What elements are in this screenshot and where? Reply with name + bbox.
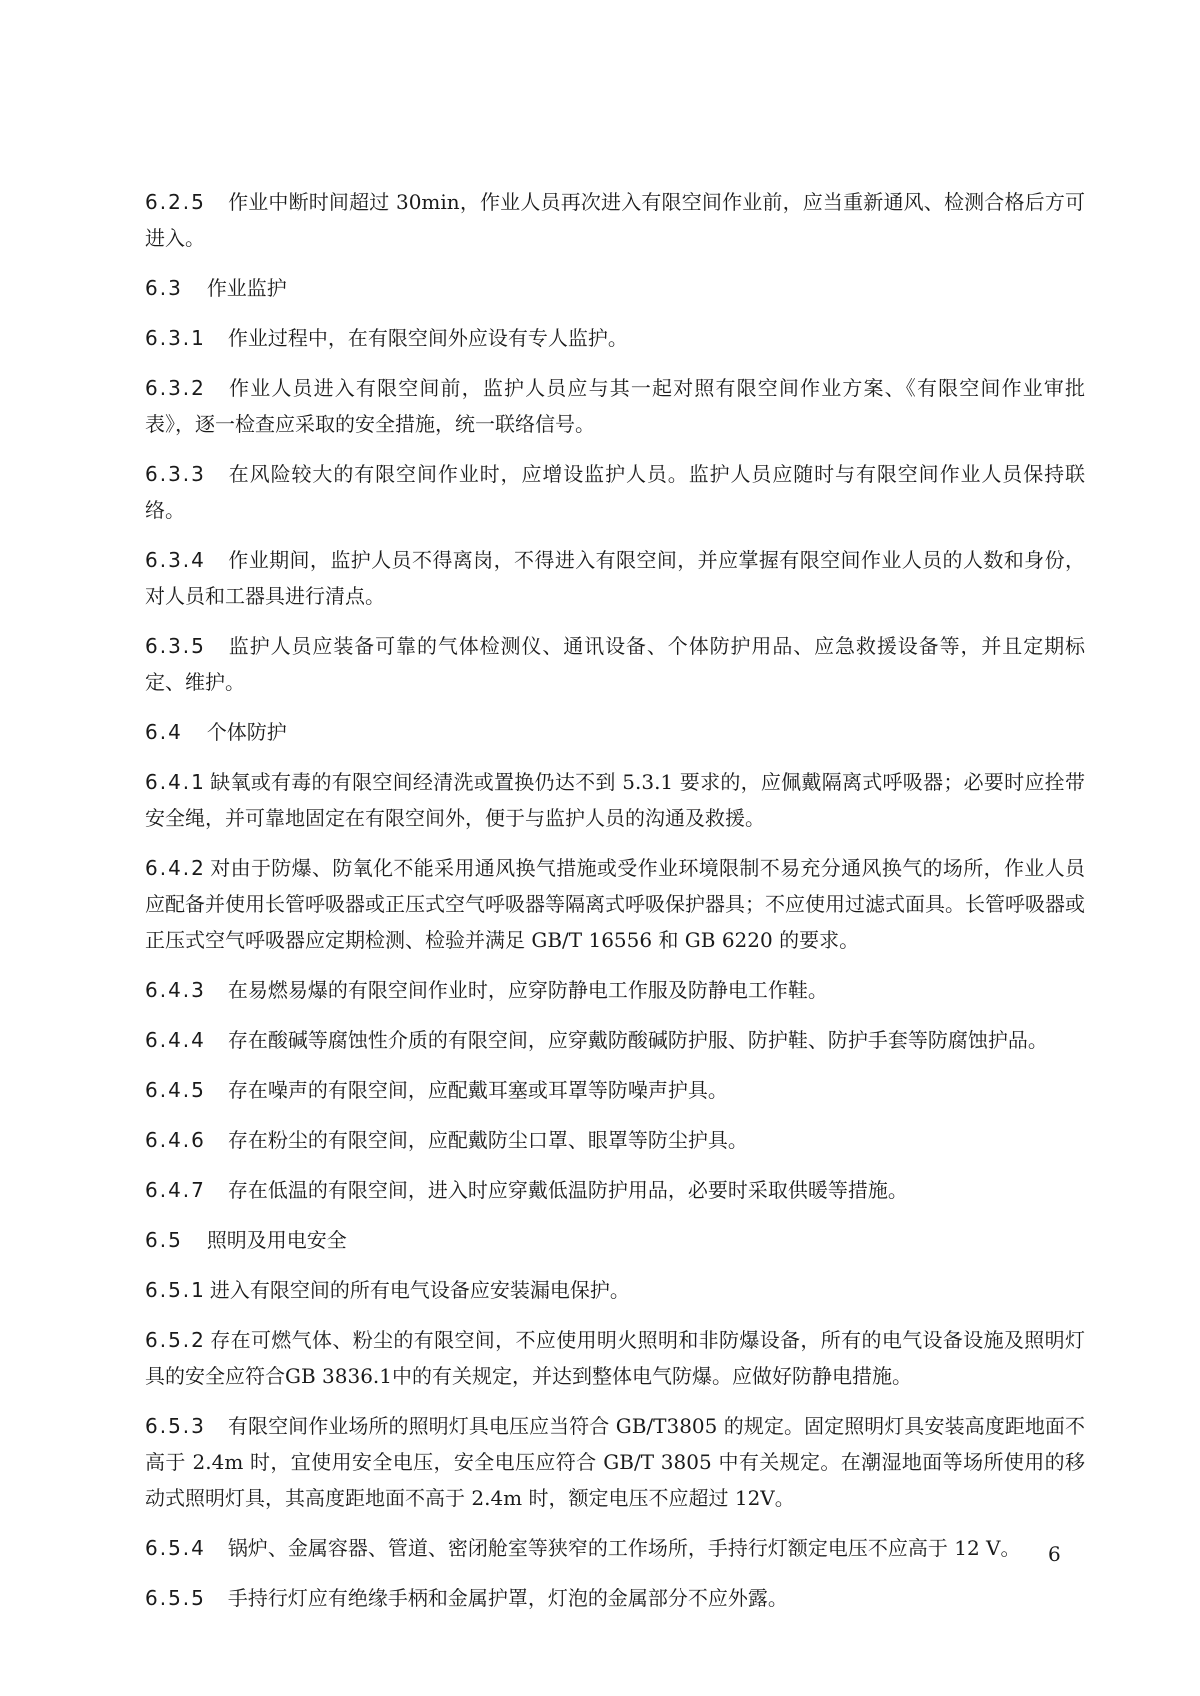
clause-number: 6.5.5: [145, 1586, 206, 1610]
clause-text: 存在低温的有限空间，进入时应穿戴低温防护用品，必要时采取供暖等措施。: [227, 1178, 908, 1202]
clause-6-4-3: [145, 972, 1085, 1008]
clause-number: 6.4.3: [145, 978, 206, 1002]
section-number: 6.3: [145, 276, 183, 300]
clause-number: 6.4.4: [145, 1028, 206, 1052]
section-number: 6.4: [145, 720, 183, 744]
clause-text: 存在可燃气体、粉尘的有限空间，不应使用明火照明和非防爆设备，所有的电气设备设施及照明灯具的安全应符合GB 3836.1中的有关规定，并达到整体电气防爆。应做好防静电措施。: [145, 1328, 1085, 1388]
clause-number: 6.4.1: [145, 770, 206, 794]
clause-number: 6.5.1: [145, 1278, 206, 1302]
clause-text: 在易燃易爆的有限空间作业时，应穿防静电工作服及防静电工作鞋。: [227, 978, 828, 1002]
page-number: 6: [1048, 1542, 1061, 1566]
section-number: 6.5: [145, 1228, 183, 1252]
clause-6-3-3: [145, 456, 1085, 528]
clause-number: 6.3.4: [145, 548, 206, 572]
clause-6-4-6: [145, 1122, 1085, 1158]
clause-number: 6.5.3: [145, 1414, 206, 1438]
clause-number: 6.3.1: [145, 326, 206, 350]
clause-6-4-2: [145, 850, 1085, 958]
clause-6-5-4: [145, 1530, 1085, 1566]
clause-6-4-4: [145, 1022, 1085, 1058]
clause-number: 6.5.2: [145, 1328, 206, 1352]
section-title: 照明及用电安全: [206, 1228, 347, 1252]
clause-text: 在风险较大的有限空间作业时，应增设监护人员。监护人员应随时与有限空间作业人员保持联络。: [145, 462, 1085, 522]
clause-text: 对由于防爆、防氧化不能采用通风换气措施或受作业环境限制不易充分通风换气的场所，作业人员应配备并使用长管呼吸器或正压式空气呼吸器等隔离式呼吸保护器具；不应使用过滤式面具。长管呼吸器或正压式空气呼吸器应定期检测、检验并满足 GB/T 16556 和 GB 6220 的要求。: [145, 856, 1085, 952]
page-body: [145, 184, 1085, 1630]
clause-text: 缺氧或有毒的有限空间经清洗或置换仍达不到 5.3.1 要求的，应佩戴隔离式呼吸器；必要时应拴带安全绳，并可靠地固定在有限空间外，便于与监护人员的沟通及救援。: [145, 770, 1085, 830]
clause-number: 6.2.5: [145, 190, 206, 214]
clause-6-3-4: [145, 542, 1085, 614]
clause-text: 存在粉尘的有限空间，应配戴防尘口罩、眼罩等防尘护具。: [227, 1128, 748, 1152]
section-title: 个体防护: [206, 720, 287, 744]
section-title: 作业监护: [206, 276, 287, 300]
section-heading-6-5: [145, 1222, 1085, 1258]
clause-number: 6.4.5: [145, 1078, 206, 1102]
clause-number: 6.4.7: [145, 1178, 206, 1202]
clause-number: 6.3.5: [145, 634, 206, 658]
clause-6-5-2: [145, 1322, 1085, 1394]
clause-6-3-2: [145, 370, 1085, 442]
section-heading-6-4: [145, 714, 1085, 750]
clause-text: 进入有限空间的所有电气设备应安装漏电保护。: [209, 1278, 630, 1302]
clause-6-2-5: [145, 184, 1085, 256]
clause-text: 作业过程中，在有限空间外应设有专人监护。: [227, 326, 628, 350]
clause-text: 监护人员应装备可靠的气体检测仪、通讯设备、个体防护用品、应急救援设备等，并且定期标定、维护。: [145, 634, 1085, 694]
clause-6-3-1: [145, 320, 1085, 356]
clause-6-5-3: [145, 1408, 1085, 1516]
clause-6-3-5: [145, 628, 1085, 700]
clause-6-5-5: [145, 1580, 1085, 1616]
clause-number: 6.3.3: [145, 462, 206, 486]
clause-6-4-5: [145, 1072, 1085, 1108]
clause-text: 手持行灯应有绝缘手柄和金属护罩，灯泡的金属部分不应外露。: [227, 1586, 788, 1610]
clause-text: 存在噪声的有限空间，应配戴耳塞或耳罩等防噪声护具。: [227, 1078, 728, 1102]
clause-6-4-1: [145, 764, 1085, 836]
clause-number: 6.5.4: [145, 1536, 206, 1560]
clause-text: 锅炉、金属容器、管道、密闭舱室等狭窄的工作场所，手持行灯额定电压不应高于 12 V。: [227, 1536, 1021, 1560]
clause-text: 作业期间，监护人员不得离岗，不得进入有限空间，并应掌握有限空间作业人员的人数和身份，对人员和工器具进行清点。: [145, 548, 1085, 608]
clause-text: 有限空间作业场所的照明灯具电压应当符合 GB/T3805 的规定。固定照明灯具安装高度距地面不高于 2.4m 时，宜使用安全电压，安全电压应符合 GB/T 3805 中有关规定。在潮湿地面等场所使用的移动式照明灯具，其高度距地面不高于 2.4m 时，额定电压不应超过 12V。: [145, 1414, 1085, 1510]
clause-text: 作业中断时间超过 30min，作业人员再次进入有限空间作业前，应当重新通风、检测合格后方可进入。: [145, 190, 1085, 250]
clause-number: 6.4.6: [145, 1128, 206, 1152]
clause-6-4-7: [145, 1172, 1085, 1208]
clause-text: 作业人员进入有限空间前，监护人员应与其一起对照有限空间作业方案、《有限空间作业审批表》，逐一检查应采取的安全措施，统一联络信号。: [145, 376, 1085, 436]
clause-number: 6.3.2: [145, 376, 206, 400]
section-heading-6-3: [145, 270, 1085, 306]
clause-6-5-1: [145, 1272, 1085, 1308]
clause-number: 6.4.2: [145, 856, 206, 880]
clause-text: 存在酸碱等腐蚀性介质的有限空间，应穿戴防酸碱防护服、防护鞋、防护手套等防腐蚀护品。: [227, 1028, 1048, 1052]
